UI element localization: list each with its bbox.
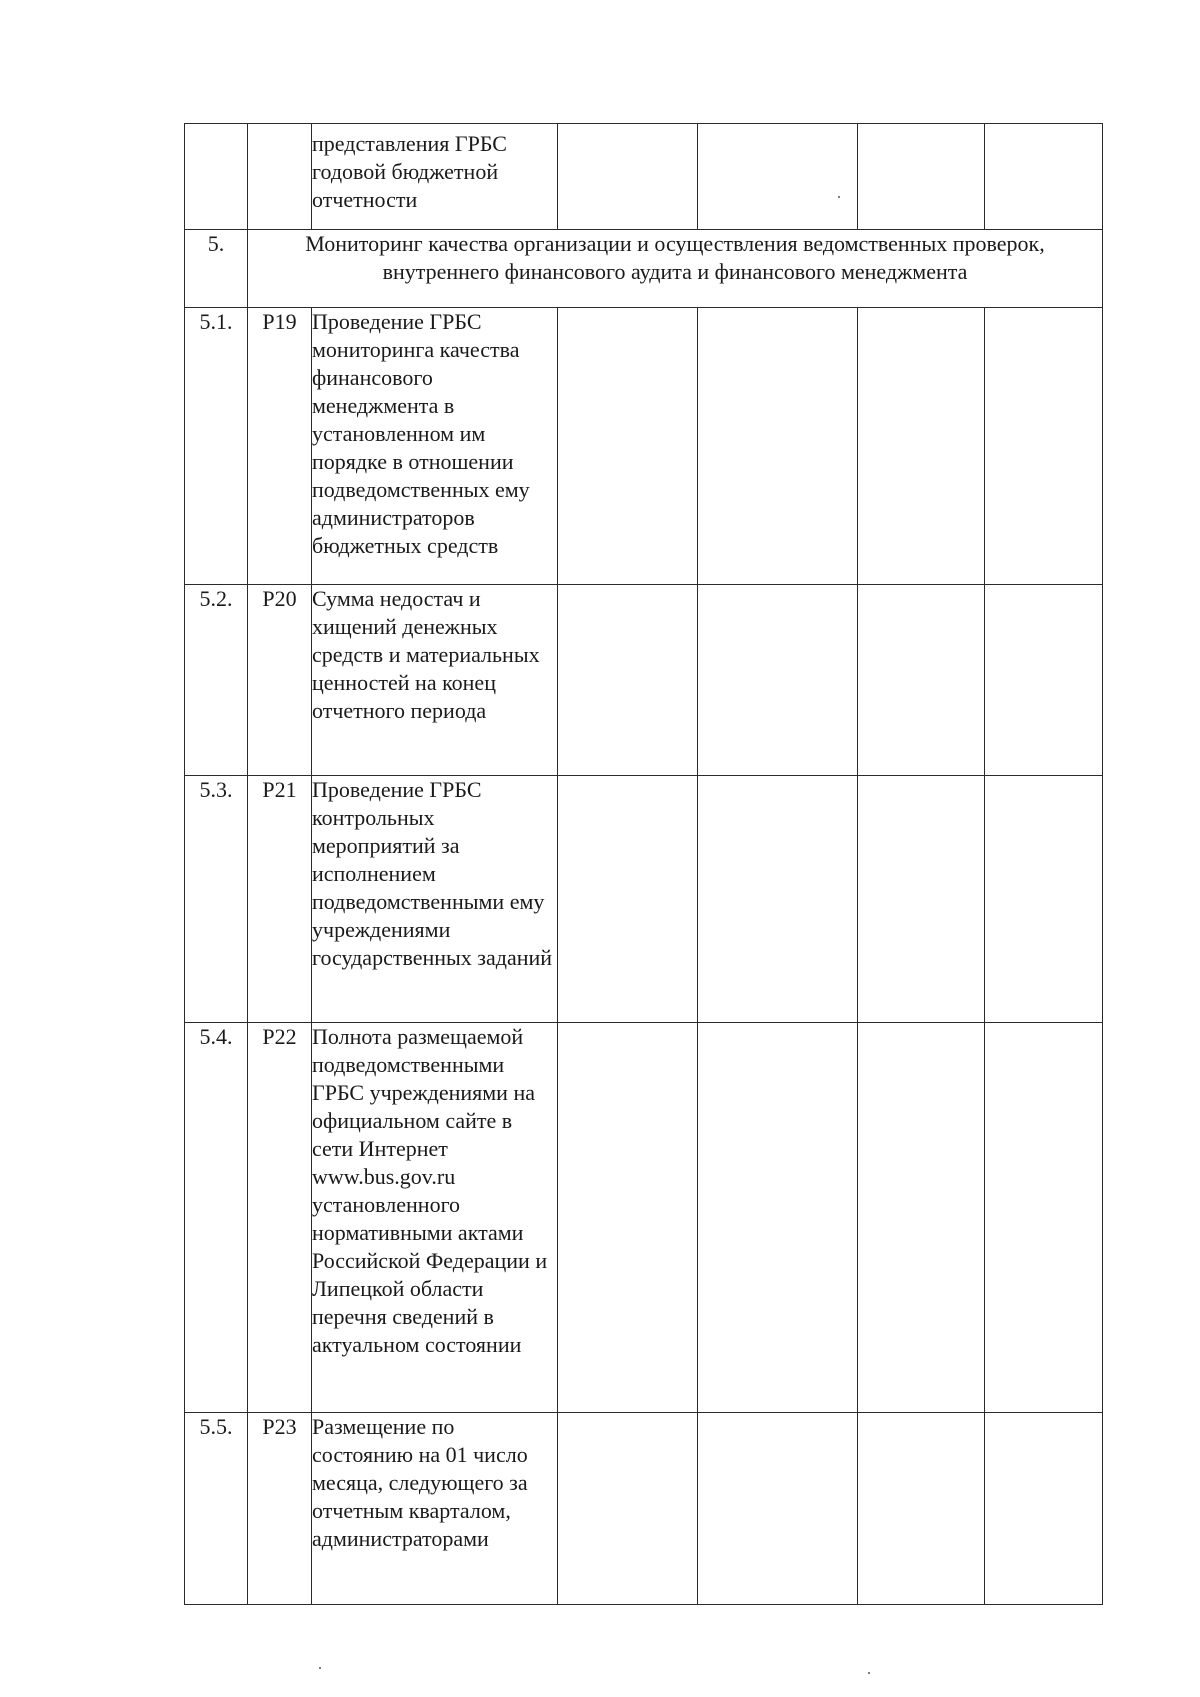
- cell-empty: [858, 308, 985, 585]
- cell-number: 5.3.: [185, 776, 248, 1023]
- cell-empty: [698, 585, 858, 776]
- cell-number: 5.2.: [185, 585, 248, 776]
- cell-number: [185, 124, 248, 230]
- table-row: [185, 1023, 1103, 1413]
- cell-empty: [858, 1023, 985, 1413]
- cell-empty: [558, 1023, 698, 1413]
- cell-empty: [985, 124, 1103, 230]
- table-row: [185, 776, 1103, 1023]
- cell-indicator-text: Полнота размещаемой подведомственными ГРБС учреждениями на официальном сайте в сети Интернет www.bus.gov.ru установленного нормативными актами Российской Федерации и Липецкой области перечня сведений в актуальном состоянии: [312, 1023, 558, 1413]
- cell-empty: [858, 124, 985, 230]
- cell-empty: [985, 776, 1103, 1023]
- cell-empty: [558, 585, 698, 776]
- cell-empty: [985, 1413, 1103, 1605]
- cell-code: Р20: [248, 585, 312, 776]
- cell-empty: [698, 1023, 858, 1413]
- cell-number: 5.4.: [185, 1023, 248, 1413]
- scan-speck: [838, 196, 840, 198]
- cell-empty: [558, 1413, 698, 1605]
- table-row: [185, 585, 1103, 776]
- cell-empty: [858, 776, 985, 1023]
- scan-speck: [319, 1667, 321, 1669]
- cell-empty: [985, 585, 1103, 776]
- cell-empty: [985, 1023, 1103, 1413]
- cell-empty: [858, 585, 985, 776]
- cell-empty: [558, 308, 698, 585]
- cell-indicator-text: Проведение ГРБС мониторинга качества финансового менеджмента в установленном им порядке в отношении подведомственных ему администраторов бюджетных средств: [312, 308, 558, 585]
- cell-empty: [858, 1413, 985, 1605]
- cell-empty: [985, 308, 1103, 585]
- cell-code: Р19: [248, 308, 312, 585]
- section-header-row: [185, 230, 1103, 308]
- cell-empty: [698, 776, 858, 1023]
- cell-code: [248, 124, 312, 230]
- cell-code: Р21: [248, 776, 312, 1023]
- indicator-table: [184, 123, 1103, 1605]
- cell-empty: [698, 1413, 858, 1605]
- section-number: 5.: [185, 230, 248, 308]
- table-row-continuation: [185, 124, 1103, 230]
- cell-number: 5.5.: [185, 1413, 248, 1605]
- cell-code: Р23: [248, 1413, 312, 1605]
- scan-speck: [868, 1672, 870, 1674]
- cell-indicator-text: Сумма недостач и хищений денежных средств и материальных ценностей на конец отчетного периода: [312, 585, 558, 776]
- cell-empty: [558, 124, 698, 230]
- cell-empty: [558, 776, 698, 1023]
- cell-number: 5.1.: [185, 308, 248, 585]
- cell-indicator-text: представления ГРБС годовой бюджетной отчетности: [312, 124, 558, 230]
- cell-empty: [698, 308, 858, 585]
- section-title: Мониторинг качества организации и осуществления ведомственных проверок, внутреннего финансового аудита и финансового менеджмента: [248, 230, 1103, 308]
- cell-indicator-text: Размещение по состоянию на 01 число месяца, следующего за отчетным кварталом, администраторами: [312, 1413, 558, 1605]
- cell-empty: [698, 124, 858, 230]
- cell-code: Р22: [248, 1023, 312, 1413]
- cell-indicator-text: Проведение ГРБС контрольных мероприятий за исполнением подведомственными ему учреждениями государственных заданий: [312, 776, 558, 1023]
- table-row: [185, 1413, 1103, 1605]
- table-row: [185, 308, 1103, 585]
